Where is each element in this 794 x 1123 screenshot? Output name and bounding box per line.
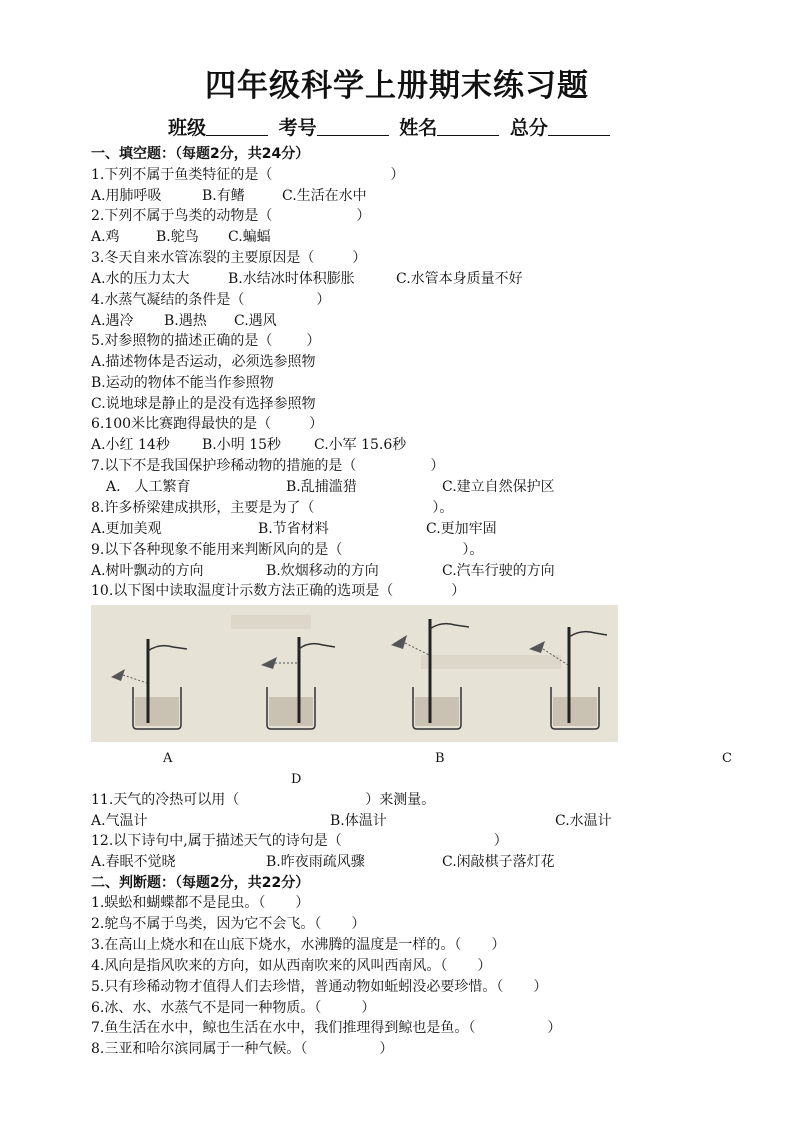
question-9 <box>91 541 483 559</box>
question-12 <box>91 832 508 850</box>
judge-item <box>91 1019 561 1037</box>
number-label: 考号 <box>278 117 317 139</box>
q3-option-c: C.水管本身质量不好 <box>396 271 523 287</box>
name-blank[interactable] <box>437 117 499 136</box>
q12-option-c: C.闲敲棋子落灯花 <box>442 854 555 870</box>
figure-a <box>111 639 187 729</box>
hand-icon <box>148 646 187 651</box>
judge-item <box>91 978 547 996</box>
student-info-row <box>168 113 614 140</box>
q2-option-c: C.蝙蝠 <box>228 229 271 245</box>
q8-stem: 8.许多桥梁建成拱形，主要是为了（ <box>91 500 315 516</box>
q5-option-a: A.描述物体是否运动，必须选参照物 <box>91 354 316 370</box>
judge-item <box>91 957 491 975</box>
q3-stem: 3.冬天自来水管冻裂的主要原因是（ <box>91 250 315 266</box>
class-blank[interactable] <box>206 117 268 136</box>
sight-line <box>123 675 147 683</box>
question-6 <box>91 415 323 433</box>
q2-option-a: A.鸡 <box>91 229 120 245</box>
judge-item <box>91 894 309 912</box>
q8-close: ）。 <box>432 500 454 516</box>
question-8 <box>91 499 453 517</box>
q9-option-a: A.树叶飘动的方向 <box>91 563 204 579</box>
q5-close: ） <box>306 333 321 349</box>
section1-heading: 一、填空题：（每题2分，共24分） <box>91 146 310 162</box>
q4-close: ） <box>316 292 331 308</box>
judge-item-text: 2.鸵鸟不属于鸟类，因为它不会飞。（ <box>91 916 322 932</box>
question-10 <box>91 582 465 600</box>
q3-option-a: A.水的压力太大 <box>91 271 190 287</box>
question-3 <box>91 249 366 267</box>
eye-icon <box>391 635 407 649</box>
figure-label-b: B <box>435 751 445 766</box>
q5-stem: 5.对参照物的描述正确的是（ <box>91 333 273 349</box>
figure-b <box>261 637 335 729</box>
q4-stem: 4.水蒸气凝结的条件是（ <box>91 292 245 308</box>
q7-option-a: A. 人工繁育 <box>106 479 191 495</box>
figure-c <box>391 619 469 729</box>
judge-item <box>91 936 505 954</box>
class-label: 班级 <box>168 117 207 139</box>
q12-option-b: B.昨夜雨疏风骤 <box>266 854 365 870</box>
hand-icon <box>430 624 469 629</box>
judge-item-close: ） <box>533 979 548 995</box>
name-label: 姓名 <box>399 117 438 139</box>
figure-label-c: C <box>722 751 732 766</box>
q6-stem: 6.100米比赛跑得最快的是（ <box>91 416 272 432</box>
score-label: 总分 <box>509 117 548 139</box>
judge-item-close: ） <box>547 1020 562 1036</box>
thermometer-figure-drawing <box>91 605 618 742</box>
background-smudge <box>421 655 561 669</box>
judge-item-text: 7.鱼生活在水中，鲸也生活在水中，我们推理得到鲸也是鱼。（ <box>91 1020 476 1036</box>
q3-close: ） <box>352 250 367 266</box>
q7-option-c: C.建立自然保护区 <box>442 479 555 495</box>
judge-item-text: 4.风向是指风吹来的方向，如从西南吹来的风叫西南风。（ <box>91 958 448 974</box>
section2-heading: 二、判断题：（每题2分，共22分） <box>91 875 310 891</box>
judge-item-text: 8.三亚和哈尔滨同属于一种气候。（ <box>91 1041 308 1057</box>
q6-option-a: A.小红 14秒 <box>91 437 170 453</box>
q7-stem: 7.以下不是我国保护珍稀动物的措施的是（ <box>91 458 357 474</box>
q8-option-c: C.更加牢固 <box>426 521 497 537</box>
q6-close: ） <box>309 416 324 432</box>
q6-option-b: B.小明 15秒 <box>202 437 282 453</box>
number-blank[interactable] <box>317 117 389 136</box>
judge-item-close: ） <box>477 958 492 974</box>
q7-close: ） <box>430 458 445 474</box>
judge-item-close: ） <box>361 1000 376 1016</box>
q4-option-a: A.遇冷 <box>91 313 134 329</box>
q4-option-b: B.遇热 <box>164 313 207 329</box>
judge-item-close: ） <box>491 937 506 953</box>
q11-option-a: A.气温计 <box>91 813 148 829</box>
water-icon <box>135 697 179 726</box>
q12-option-a: A.春眠不觉晓 <box>91 854 176 870</box>
q4-option-c: C.遇风 <box>234 313 277 329</box>
judge-item-close: ） <box>351 916 366 932</box>
q2-close: ） <box>356 208 371 224</box>
q2-option-b: B.鸵鸟 <box>156 229 199 245</box>
question-1 <box>91 166 404 184</box>
q2-stem: 2.下列不属于鸟类的动物是（ <box>91 208 273 224</box>
q10-close: ） <box>451 583 466 599</box>
background-smudge <box>231 615 311 629</box>
judge-item-text: 5.只有珍稀动物才值得人们去珍惜，普通动物如蚯蚓没必要珍惜。（ <box>91 979 504 995</box>
question-11 <box>91 791 435 809</box>
question-5 <box>91 332 320 350</box>
q11-option-c: C.水温计 <box>555 813 612 829</box>
water-icon <box>415 697 459 726</box>
page-title: 四年级科学上册期末练习题 <box>205 68 589 104</box>
hand-icon <box>299 644 335 649</box>
q1-option-a: A.用肺呼吸 <box>91 188 162 204</box>
question-7 <box>91 457 444 475</box>
water-icon <box>553 697 597 726</box>
q10-stem: 10.以下图中读取温度计示数方法正确的选项是（ <box>91 583 394 599</box>
q12-close: ） <box>493 833 508 849</box>
figure-label-a: A <box>163 751 173 766</box>
q5-option-c: C.说地球是静止的是没有选择参照物 <box>91 396 316 412</box>
hand-icon <box>569 632 607 637</box>
q11-stem: 11.天气的冷热可以用（ <box>91 792 240 808</box>
q9-option-b: B.炊烟移动的方向 <box>266 563 379 579</box>
q1-stem: 1.下列不属于鱼类特征的是（ <box>91 167 273 183</box>
q5-option-b: B.运动的物体不能当作参照物 <box>91 375 274 391</box>
q1-close: ） <box>390 167 405 183</box>
q1-option-b: B.有鳍 <box>202 188 245 204</box>
q3-option-b: B.水结冰时体积膨胀 <box>228 271 355 287</box>
judge-item-text: 6.冰、水、水蒸气不是同一种物质。（ <box>91 1000 322 1016</box>
q8-option-a: A.更加美观 <box>91 521 162 537</box>
figure-d <box>529 627 607 729</box>
question-4 <box>91 291 330 309</box>
sight-line <box>405 643 429 655</box>
q6-option-c: C.小军 15.6秒 <box>314 437 407 453</box>
q9-stem: 9.以下各种现象不能用来判断风向的是（ <box>91 542 343 558</box>
q11-option-b: B.体温计 <box>330 813 387 829</box>
q12-stem: 12.以下诗句中,属于描述天气的诗句是（ <box>91 833 342 849</box>
judge-item <box>91 999 375 1017</box>
judge-item-text: 1.蜈蚣和蝴蝶都不是昆虫。（ <box>91 895 266 911</box>
score-blank[interactable] <box>548 117 610 136</box>
question-2 <box>91 207 370 225</box>
judge-item-close: ） <box>295 895 310 911</box>
q1-option-c: C.生活在水中 <box>282 188 367 204</box>
judge-item-text: 3.在高山上烧水和在山底下烧水，水沸腾的温度是一样的。（ <box>91 937 462 953</box>
water-icon <box>269 697 313 726</box>
thermometer-reading-figure <box>91 605 618 742</box>
judge-item-close: ） <box>379 1041 394 1057</box>
figure-label-d: D <box>291 772 302 787</box>
q11-close: ）来测量。 <box>365 792 436 808</box>
eye-icon <box>111 669 125 681</box>
eye-icon <box>261 657 277 669</box>
judge-item <box>91 915 365 933</box>
eye-icon <box>529 641 545 653</box>
judge-item <box>91 1040 393 1058</box>
q9-option-c: C.汽车行驶的方向 <box>442 563 555 579</box>
q8-option-b: B.节省材料 <box>258 521 329 537</box>
q9-close: ）。 <box>462 542 484 558</box>
q7-option-b: B.乱捕滥猎 <box>286 479 357 495</box>
